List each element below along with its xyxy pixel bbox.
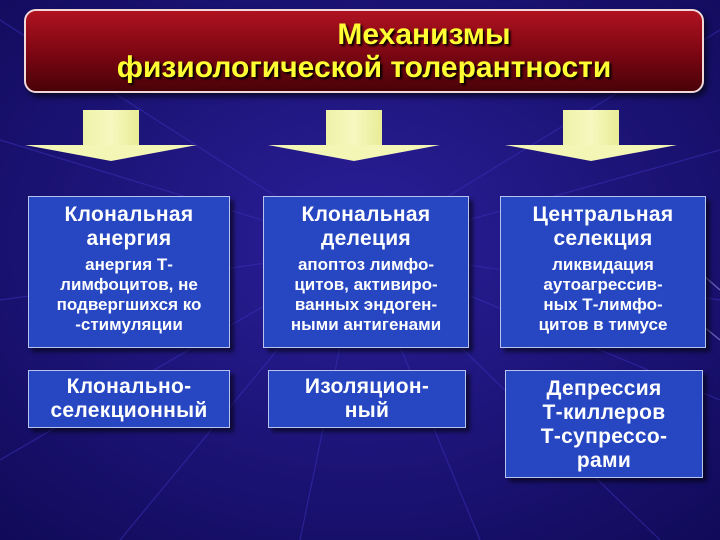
title-banner [24,9,704,93]
mechanism-name: Клонально- [66,375,192,398]
mechanism-name: анергия [86,227,172,250]
title-line-2: физиологической толерантности [116,51,612,84]
mechanism-description: ликвидация [552,255,654,274]
mechanism-name: Т-супрессо- [540,425,668,448]
mechanism-description: -стимуляции [75,315,183,334]
mechanism-name: Т-киллеров [542,401,666,424]
mechanism-name: селекционный [50,399,208,422]
mechanism-name: Клональная [64,203,194,226]
mechanism-card-suppression [505,370,703,478]
mechanism-description: лимфоцитов, не [60,275,198,294]
mechanism-name: делеция [321,227,411,250]
mechanism-description: апоптоз лимфо- [297,255,435,274]
mechanism-description: анергия Т- [85,255,173,274]
mechanism-description: цитов, активиро- [294,275,438,294]
mechanism-name: Изоляцион- [304,375,430,398]
mechanism-description: ных Т-лимфо- [543,295,663,314]
mechanism-name: селекция [553,227,653,250]
mechanism-name: Центральная [532,203,674,226]
title-line-1: Механизмы [337,18,511,51]
mechanism-description: подвергшихся ко [56,295,202,314]
mechanism-description: цитов в тимусе [538,315,668,334]
mechanism-description: ванных эндоген- [294,295,438,314]
mechanism-card-clonal-selective [28,370,230,428]
mechanism-card-isolation [268,370,466,428]
mechanism-description: аутоагрессив- [543,275,663,294]
mechanism-name: Депрессия [546,377,662,400]
mechanism-name: ный [344,399,390,422]
mechanism-description: ными антигенами [290,315,442,334]
mechanism-card-central-selection [500,196,706,348]
mechanism-name: рами [576,449,632,472]
mechanism-name: Клональная [301,203,431,226]
mechanism-card-clonal-anergy [28,196,230,348]
mechanism-card-clonal-deletion [263,196,469,348]
